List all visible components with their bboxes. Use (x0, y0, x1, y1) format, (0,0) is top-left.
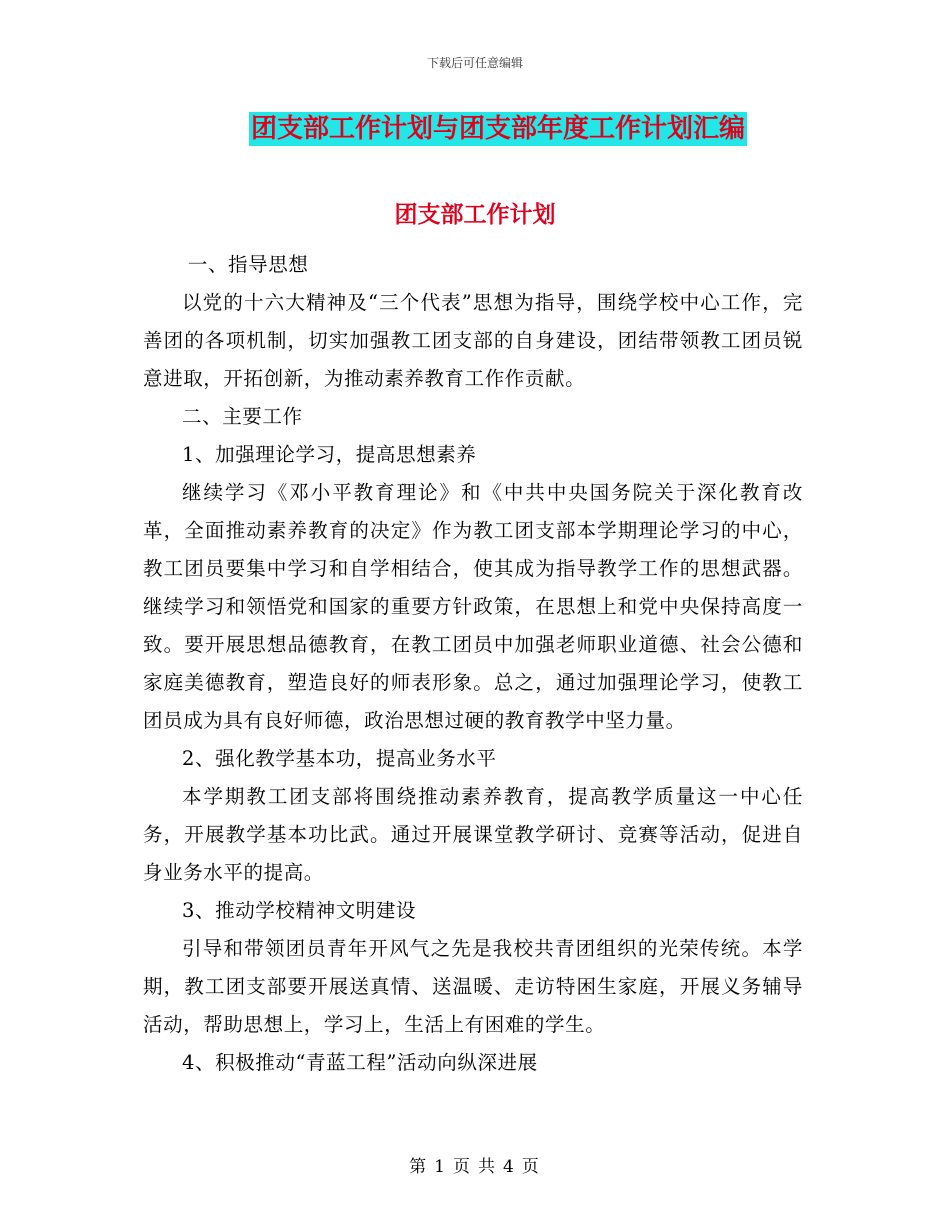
item-heading: 3、推动学校精神文明建设 (182, 899, 417, 922)
section-heading-main-work: 二、主要工作 (182, 405, 303, 428)
section-heading-guiding-ideology: 一、指导思想 (187, 253, 309, 276)
item-heading: 1、加强理论学习，提高思想素养 (182, 443, 477, 466)
item-heading: 2、强化教学基本功，提高业务水平 (182, 747, 497, 770)
paragraph: 继续学习《邓小平教育理论》和《中共中央国务院关于深化教育改革，全面推动素养教育的决定》作为教工团支部本学期理论学习的中心，教工团员要集中学习和自学相结合，使其成为指导教学工作的思想武器。继续学习和领悟党和国家的重要方针政策，在思想上和党中央保持高度一致。要开展思想品德教育，在教工团员中加强老师职业道德、社会公德和家庭美德教育，塑造良好的师表形象。总之，通过加强理论学习，使教工团员成为具有良好师德，政治思想过硬的教育教学中坚力量。 (143, 481, 803, 732)
page-label-prefix: 第 (409, 1157, 429, 1177)
main-title-wrap (0, 112, 950, 146)
total-pages: 4 (503, 1157, 516, 1177)
page-footer (0, 1152, 950, 1177)
total-label-prefix: 共 (478, 1157, 497, 1177)
document-body (143, 246, 803, 1082)
paragraph: 以党的十六大精神及“三个代表”思想为指导，围绕学校中心工作，完善团的各项机制，切实加强教工团支部的自身建设，团结带领教工团员锐意进取，开拓创新，为推动素养教育工作作贡献。 (143, 291, 803, 390)
main-title: 团支部工作计划与团支部年度工作计划汇编 (250, 114, 745, 144)
page-label-mid: 页 (453, 1157, 472, 1177)
sub-title: 团支部工作计划 (394, 202, 556, 228)
header-note: 下载后可任意编辑 (426, 56, 523, 70)
page-number: 1 (434, 1157, 447, 1177)
paragraph: 本学期教工团支部将围绕推动素养教育，提高教学质量这一中心任务，开展教学基本功比武。通过开展课堂教学研讨、竞赛等活动，促进自身业务水平的提高。 (143, 785, 803, 884)
total-label-suffix: 页 (521, 1157, 541, 1177)
item-heading: 4、积极推动“青蓝工程”活动向纵深进展 (182, 1051, 538, 1074)
paragraph: 引导和带领团员青年开风气之先是我校共青团组织的光荣传统。本学期，教工团支部要开展送真情、送温暖、走访特困生家庭，开展义务辅导活动，帮助思想上，学习上，生活上有困难的学生。 (143, 937, 803, 1036)
